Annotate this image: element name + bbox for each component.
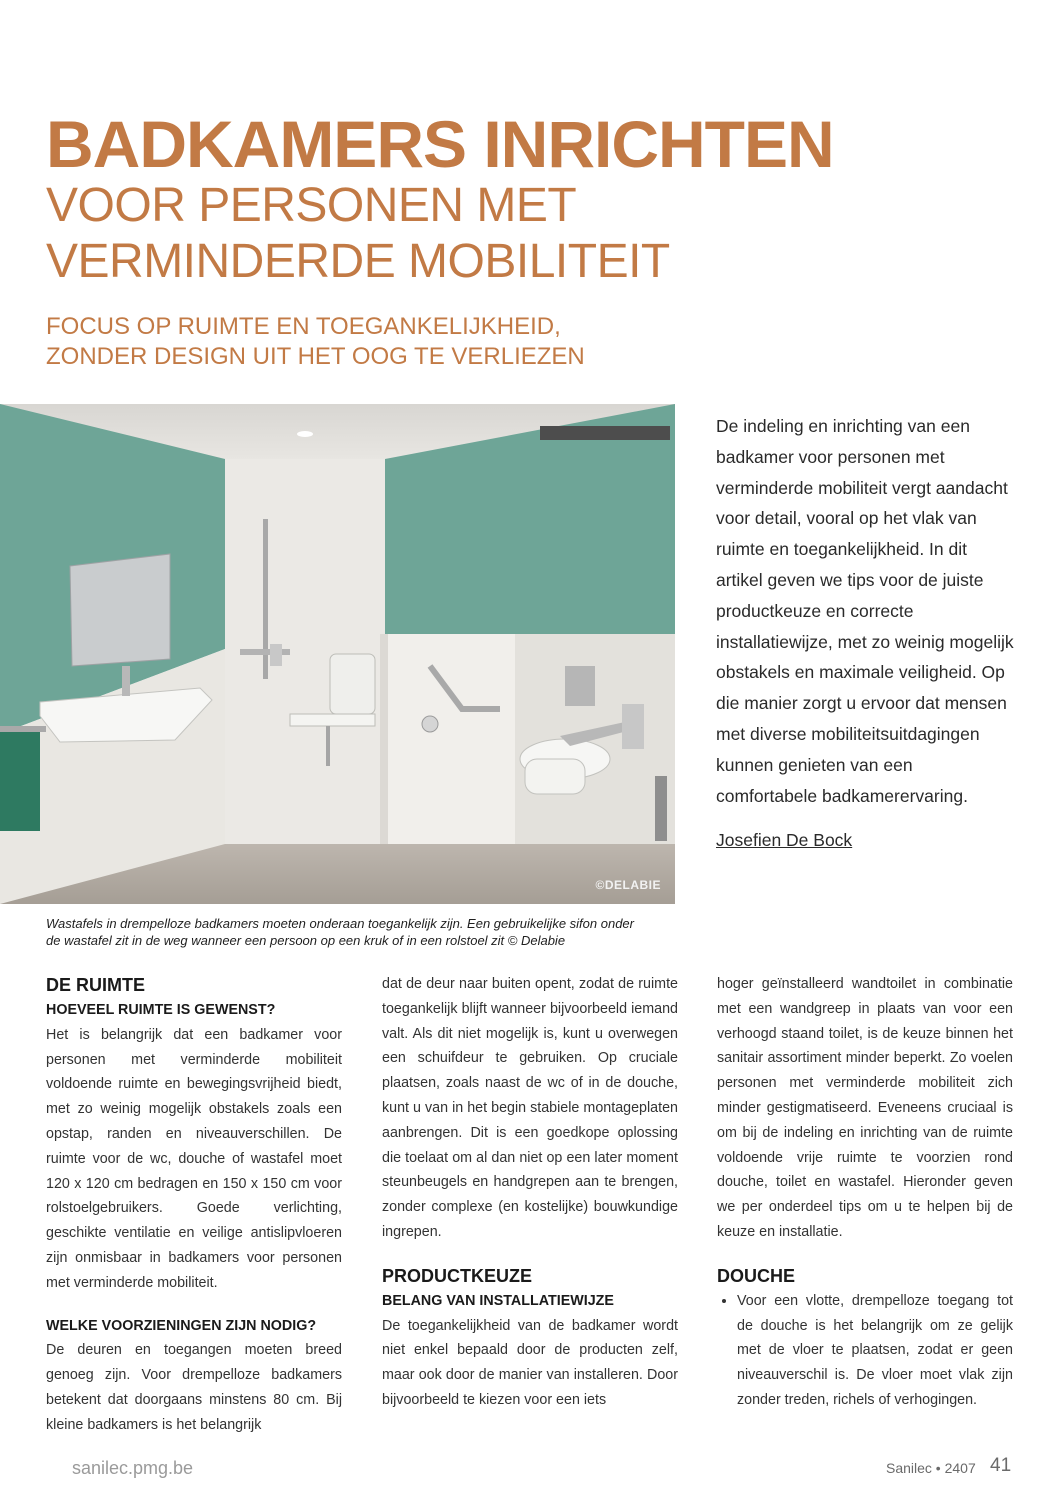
subheading-ruimte-gewenst: HOEVEEL RUIMTE IS GEWENST? — [46, 1002, 276, 1018]
footer-issue: Sanilec • 2407 — [886, 1460, 976, 1476]
article-kicker — [46, 312, 585, 372]
column-2 — [382, 972, 678, 1413]
subheading-voorzieningen: WELKE VOORZIENINGEN ZIJN NODIG? — [46, 1317, 317, 1334]
subheading-installatiewijze: BELANG VAN INSTALLATIEWIJZE — [382, 1292, 614, 1309]
kicker-line-1: FOCUS OP RUIMTE EN TOEGANKELIJKHEID, — [46, 313, 561, 340]
kicker-line-2: ZONDER DESIGN UIT HET OOG TE VERLIEZEN — [46, 343, 585, 370]
subtitle-line-2: VERMINDERDE MOBILITEIT — [46, 235, 670, 288]
article-subtitle — [46, 178, 670, 290]
paragraph-installatiewijze: De toegankelijkheid van de badkamer wordt niet enkel bepaald door de producten zelf, maar ook door de manier van installeren. Door bijvoorbeeld te kiezen voor een iets — [382, 1317, 678, 1408]
section-heading-ruimte: DE RUIMTE — [46, 975, 145, 995]
paragraph-ruimte: Het is belangrijk dat een badkamer voor personen met verminderde mobiliteit voldoende ruimte en bewegingsvrijheid biedt, met zo weinig mogelijk obstakels zoals een opstap, randen en niveauverschillen. De ruimte voor de wc, douche of wastafel moet 120 x 120 cm bedragen en 150 x 150 cm voor rolstoelgebruikers. Goede verlichting, geschikte ventilatie en veilige antislipvloeren zijn onmisbaar in badkamers voor personen met verminderde mobiliteit. — [46, 1026, 342, 1291]
paragraph-deur: dat de deur naar buiten opent, zodat de ruimte toegankelijk blijft wanneer bijvoorbeeld iemand valt. Als dit niet mogelijk is, kunt u overwegen een schuifdeur te gebruiken. Op cruciale plaatsen, zoals naast de wc of in de douche, kunt u van in het begin stabiele montageplaten aanbrengen. Dit is een goedkope oplossing die toelaat om al dan niet op een later moment steunbeugels en handgrepen aan te brengen, zonder complexe (en kostelijke) bouwkundige ingrepen. — [382, 976, 678, 1240]
author-name: Josefien De Bock — [716, 830, 853, 850]
subtitle-line-1: VOOR PERSONEN MET — [46, 179, 577, 232]
section-heading-productkeuze: PRODUCTKEUZE — [382, 1265, 533, 1286]
column-1 — [46, 972, 342, 1438]
section-heading-douche: DOUCHE — [717, 1265, 796, 1286]
article-title: BADKAMERS INRICHTEN — [46, 107, 834, 181]
photo-caption: Wastafels in drempelloze badkamers moeten onderaan toegankelijk zijn. Een gebruikelijke sifon onder de wastafel zit in de weg wanneer een persoon op een kruk of in een rolstoel zit © Delabie — [46, 916, 634, 948]
bathroom-photo — [0, 404, 675, 904]
paragraph-voorzieningen: De deuren en toegangen moeten breed genoeg zijn. Voor drempelloze badkamers betekent dat doorgaans minstens 80 cm. Bij kleine badkamers is het belangrijk — [46, 1342, 342, 1433]
paragraph-wandtoilet: hoger geïnstalleerd wandtoilet in combinatie met een wandgreep in plaats van voor een verhoogd staand toilet, is de keuze binnen het sanitair assortiment minder beperkt. Zo voelen personen met verminderde mobiliteit zich minder gestigmatiseerd. Eveneens cruciaal is om bij de indeling en inrichting van de ruimte voldoende vrije ruimte te voorzien rond douche, toilet en wastafel. Hieronder geven we per onderdeel tips om u te helpen bij de keuze en installatie. — [717, 976, 1013, 1240]
photo-credit: ©DELABIE — [595, 878, 661, 892]
intro-paragraph: De indeling en inrichting van een badkamer voor personen met verminderde mobiliteit vergt aandacht voor detail, vooral op het vlak van ruimte en toegankelijkheid. In dit artikel geven we tips voor de juiste productkeuze en correcte installatiewijze, met zo weinig mogelijk obstakels en maximale veiligheid. Op die manier zorgt u ervoor dat mensen met diverse mobiliteitsuitdagingen kunnen genieten van een comfortabele badkamerervaring. — [716, 416, 1014, 806]
page-number: 41 — [990, 1455, 1012, 1476]
column-3 — [717, 972, 1013, 1413]
list-item: • Voor een vlotte, drempelloze toegang tot de douche is het belangrijk om ze gelijk met de vloer te plaatsen, zodat er geen niveauverschil is. De vloer moet vlak zijn zonder treden, richels of verhogingen. — [737, 1289, 1013, 1413]
douche-bullet-list — [717, 1289, 1013, 1413]
footer-website[interactable]: sanilec.pmg.be — [72, 1458, 194, 1478]
